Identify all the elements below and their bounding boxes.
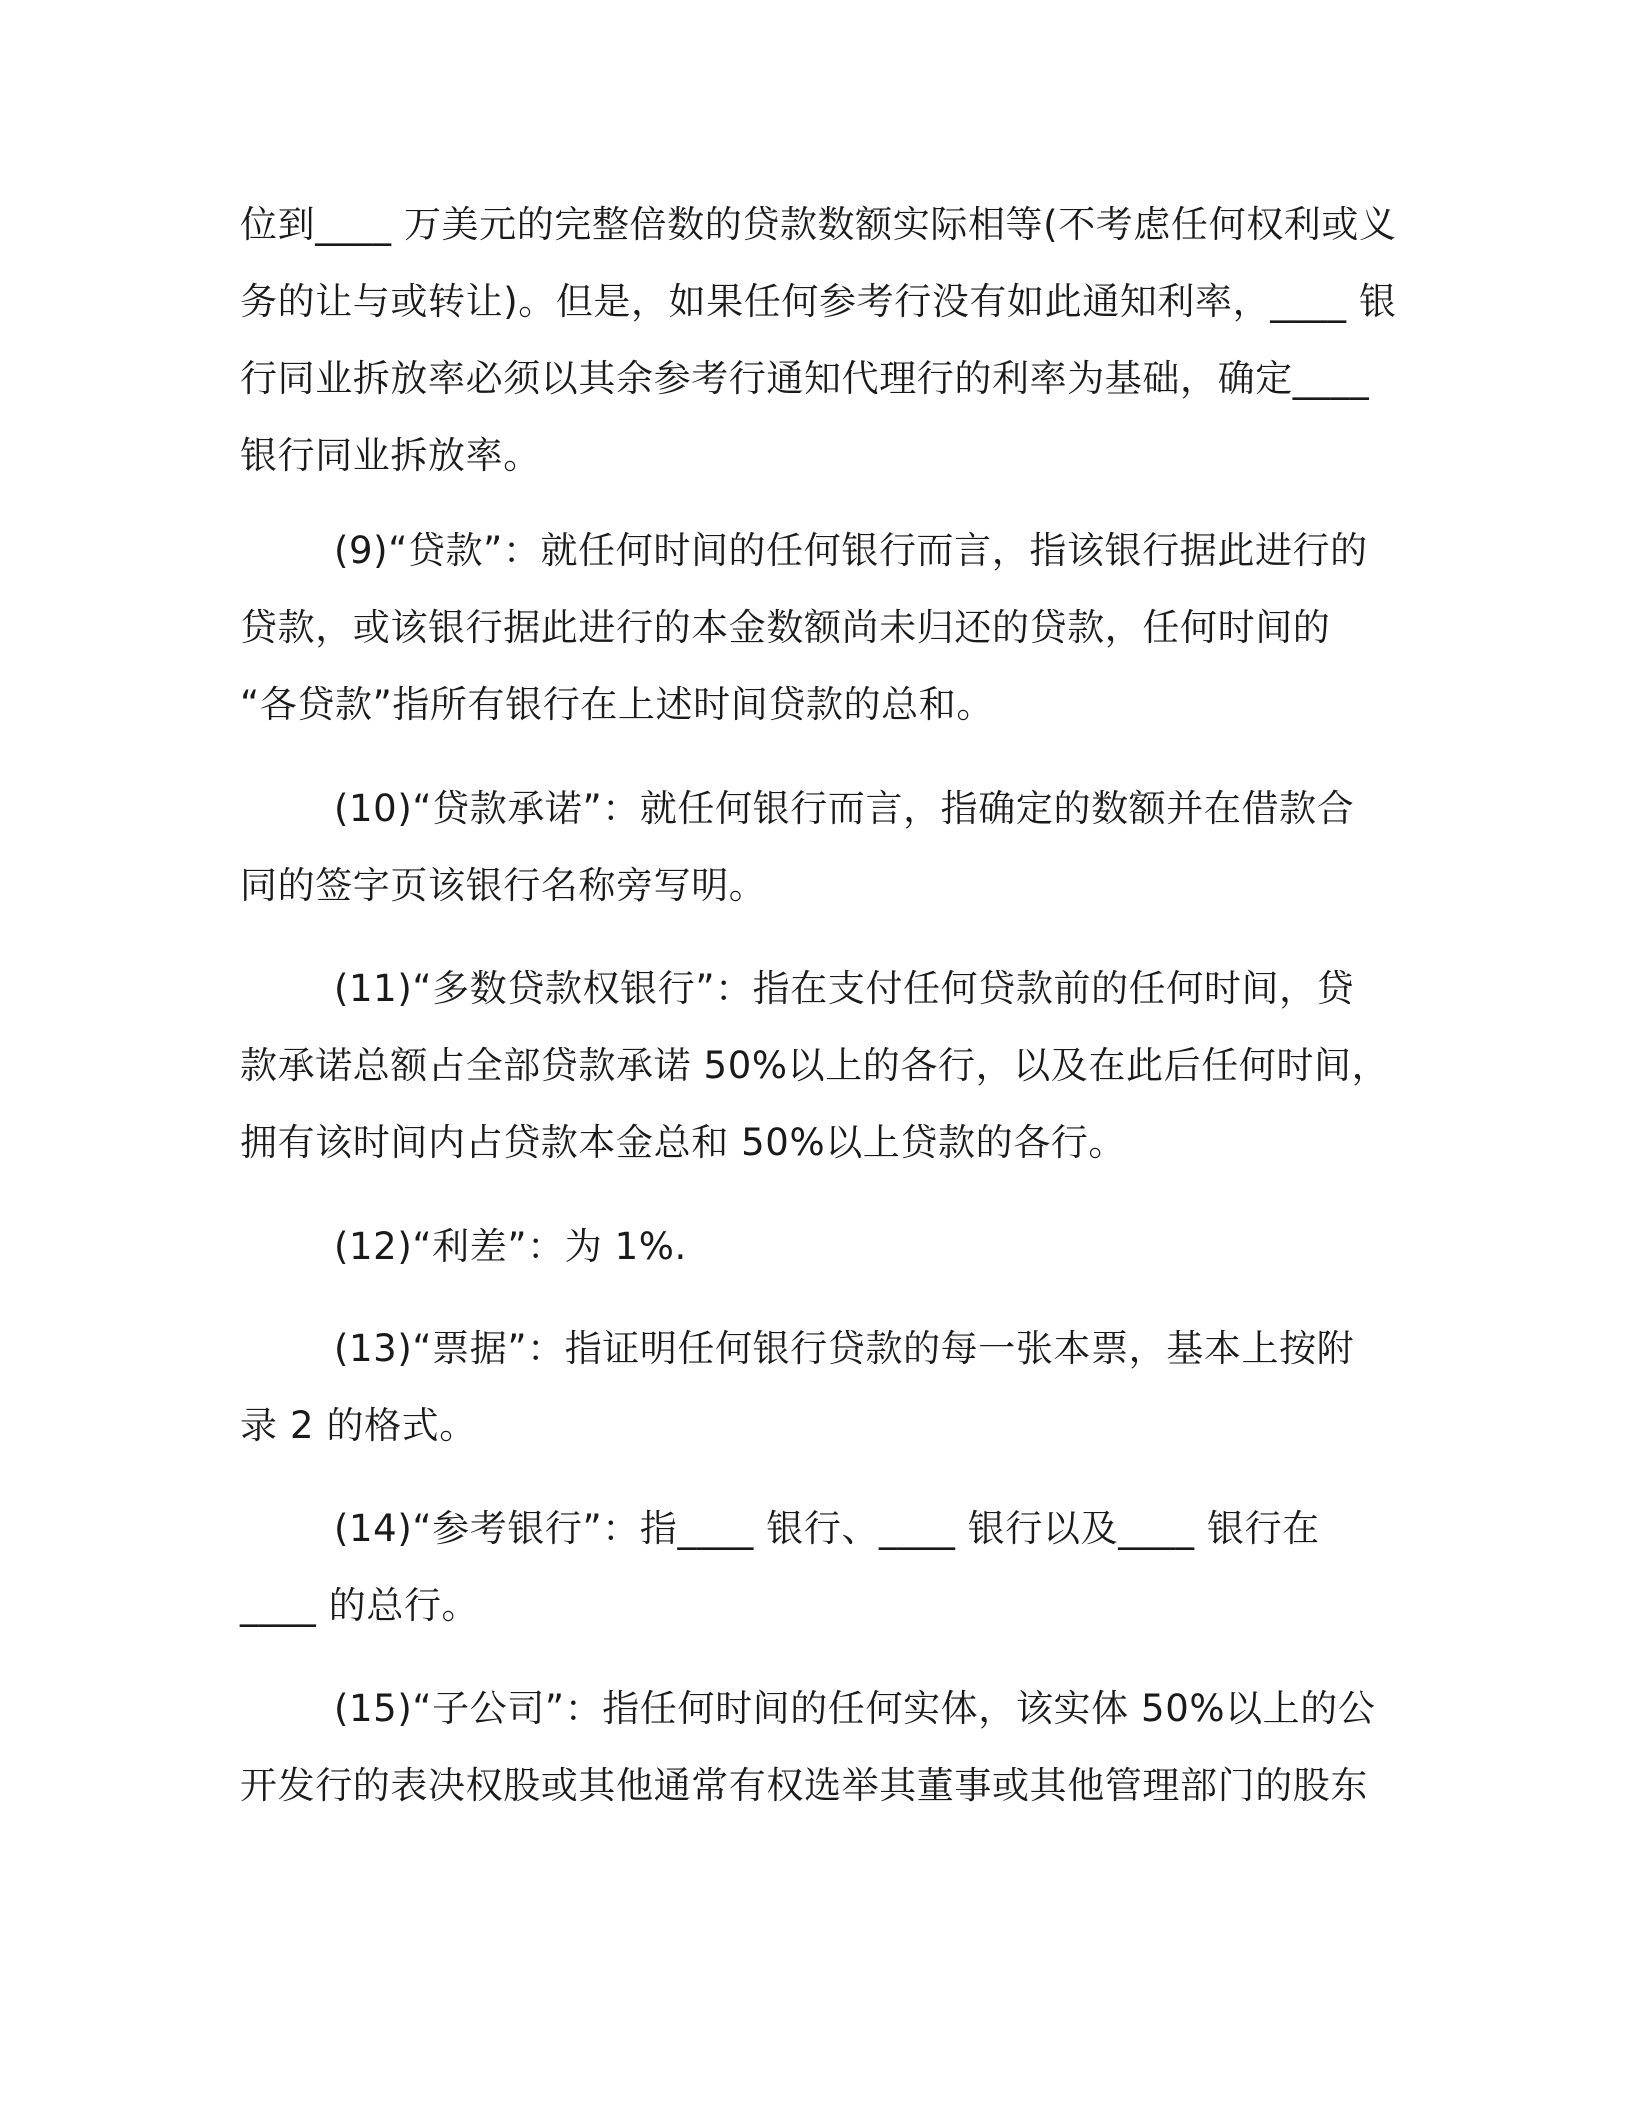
- text-line: 位到____ 万美元的完整倍数的贷款数额实际相等(不考虑任何权利或义: [240, 203, 1397, 246]
- text-line: “各贷款”指所有银行在上述时间贷款的总和。: [240, 683, 994, 726]
- text-line: 录 2 的格式。: [240, 1404, 477, 1447]
- paragraph-definition-12: [240, 1208, 1386, 1285]
- text-line: (14)“参考银行”：指____ 银行、____ 银行以及____ 银行在: [334, 1507, 1320, 1550]
- text-line: (10)“贷款承诺”：就任何银行而言，指确定的数额并在借款合: [334, 787, 1355, 830]
- paragraph-definition-9: [240, 512, 1386, 743]
- text-line: ____ 的总行。: [240, 1584, 480, 1627]
- paragraph-definition-15: [240, 1670, 1386, 1824]
- text-line: (15)“子公司”：指任何时间的任何实体，该实体 50%以上的公: [334, 1687, 1376, 1730]
- paragraph-continuation: [240, 186, 1397, 494]
- text-line: 开发行的表决权股或其他通常有权选举其董事或其他管理部门的股东: [240, 1764, 1368, 1807]
- text-line: (9)“贷款”：就任何时间的任何银行而言，指该银行据此进行的: [334, 529, 1368, 572]
- text-line: 银行同业拆放率。: [240, 434, 541, 477]
- paragraph-definition-14: [240, 1490, 1386, 1644]
- text-line: 款承诺总额占全部贷款承诺 50%以上的各行，以及在此后任何时间，: [240, 1044, 1390, 1087]
- text-line: 务的让与或转让)。但是，如果任何参考行没有如此通知利率，____ 银: [240, 280, 1397, 323]
- text-line: (13)“票据”：指证明任何银行贷款的每一张本票，基本上按附: [334, 1327, 1355, 1370]
- paragraph-definition-11: [240, 950, 1390, 1181]
- paragraph-definition-13: [240, 1310, 1386, 1464]
- text-line: 拥有该时间内占贷款本金总和 50%以上贷款的各行。: [240, 1121, 1126, 1164]
- paragraph-definition-10: [240, 770, 1386, 924]
- text-line: (12)“利差”：为 1%.: [334, 1225, 687, 1268]
- text-line: 行同业拆放率必须以其余参考行通知代理行的利率为基础，确定____: [240, 357, 1370, 400]
- text-line: 贷款，或该银行据此进行的本金数额尚未归还的贷款，任何时间的: [240, 606, 1331, 649]
- text-line: 同的签字页该银行名称旁写明。: [240, 864, 767, 907]
- text-line: (11)“多数贷款权银行”：指在支付任何贷款前的任何时间，贷: [334, 967, 1355, 1010]
